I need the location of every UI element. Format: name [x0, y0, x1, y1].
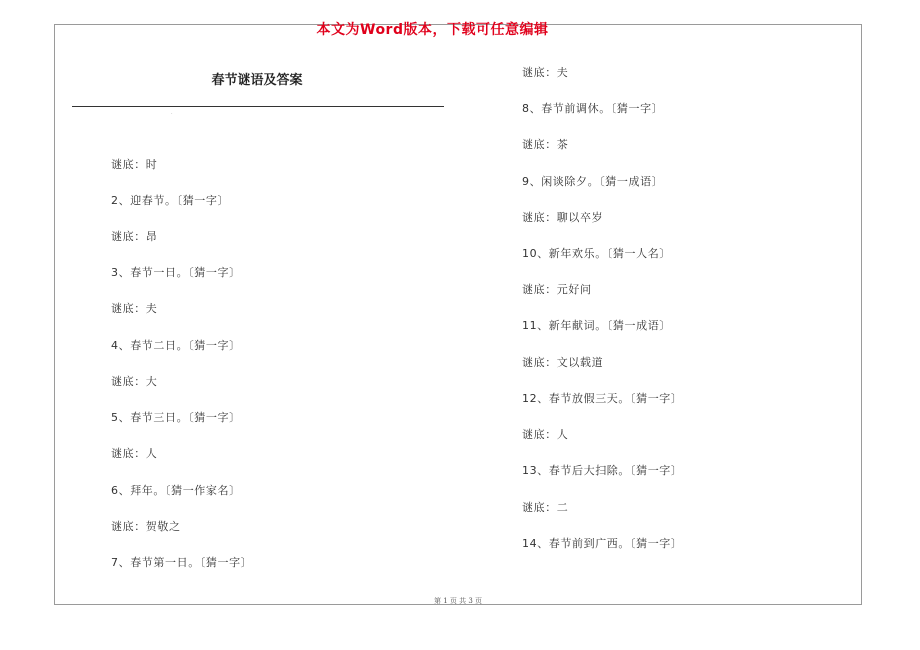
title-divider — [72, 106, 444, 107]
riddle-line: 谜底：时 — [111, 158, 158, 171]
riddle-line: 谜底：昂 — [111, 230, 158, 243]
riddle-line: 4、春节二日。〔猜一字〕 — [111, 339, 241, 352]
riddle-line: 谜底：文以载道 — [522, 356, 604, 369]
riddle-line: 11、新年献词。〔猜一成语〕 — [522, 319, 671, 332]
riddle-line: 6、拜年。〔猜一作家名〕 — [111, 484, 241, 497]
riddle-line: 9、闲谈除夕。〔猜一成语〕 — [522, 175, 664, 188]
riddle-line: 13、春节后大扫除。〔猜一字〕 — [522, 464, 683, 477]
header-banner: 本文为Word版本，下载可任意编辑 — [316, 22, 549, 38]
riddle-line: 谜底：大 — [111, 375, 158, 388]
riddle-line: 谜底：人 — [522, 428, 569, 441]
riddle-line: 7、春节第一日。〔猜一字〕 — [111, 556, 253, 569]
riddle-line: 2、迎春节。〔猜一字〕 — [111, 194, 230, 207]
tiny-mark: · — [171, 111, 173, 117]
riddle-line: 谜底：人 — [111, 447, 158, 460]
riddle-line: 10、新年欢乐。〔猜一人名〕 — [522, 247, 671, 260]
riddle-line: 谜底：元好问 — [522, 283, 592, 296]
riddle-line: 谜底：贺敬之 — [111, 520, 181, 533]
riddle-line: 3、春节一日。〔猜一字〕 — [111, 266, 241, 279]
page-number: 第 1 页 共 3 页 — [433, 597, 483, 605]
riddle-line: 谜底：茶 — [522, 138, 569, 151]
document-title: 春节谜语及答案 — [211, 73, 303, 88]
riddle-line: 5、春节三日。〔猜一字〕 — [111, 411, 241, 424]
riddle-line: 谜底：聊以卒岁 — [522, 211, 604, 224]
riddle-line: 8、春节前调休。〔猜一字〕 — [522, 102, 664, 115]
riddle-line: 12、春节放假三天。〔猜一字〕 — [522, 392, 683, 405]
riddle-line: 14、春节前到广西。〔猜一字〕 — [522, 537, 683, 550]
riddle-line: 谜底：二 — [522, 501, 569, 514]
riddle-line: 谜底：夫 — [111, 302, 158, 315]
riddle-line: 谜底：夫 — [522, 66, 569, 79]
page-frame — [54, 24, 862, 605]
